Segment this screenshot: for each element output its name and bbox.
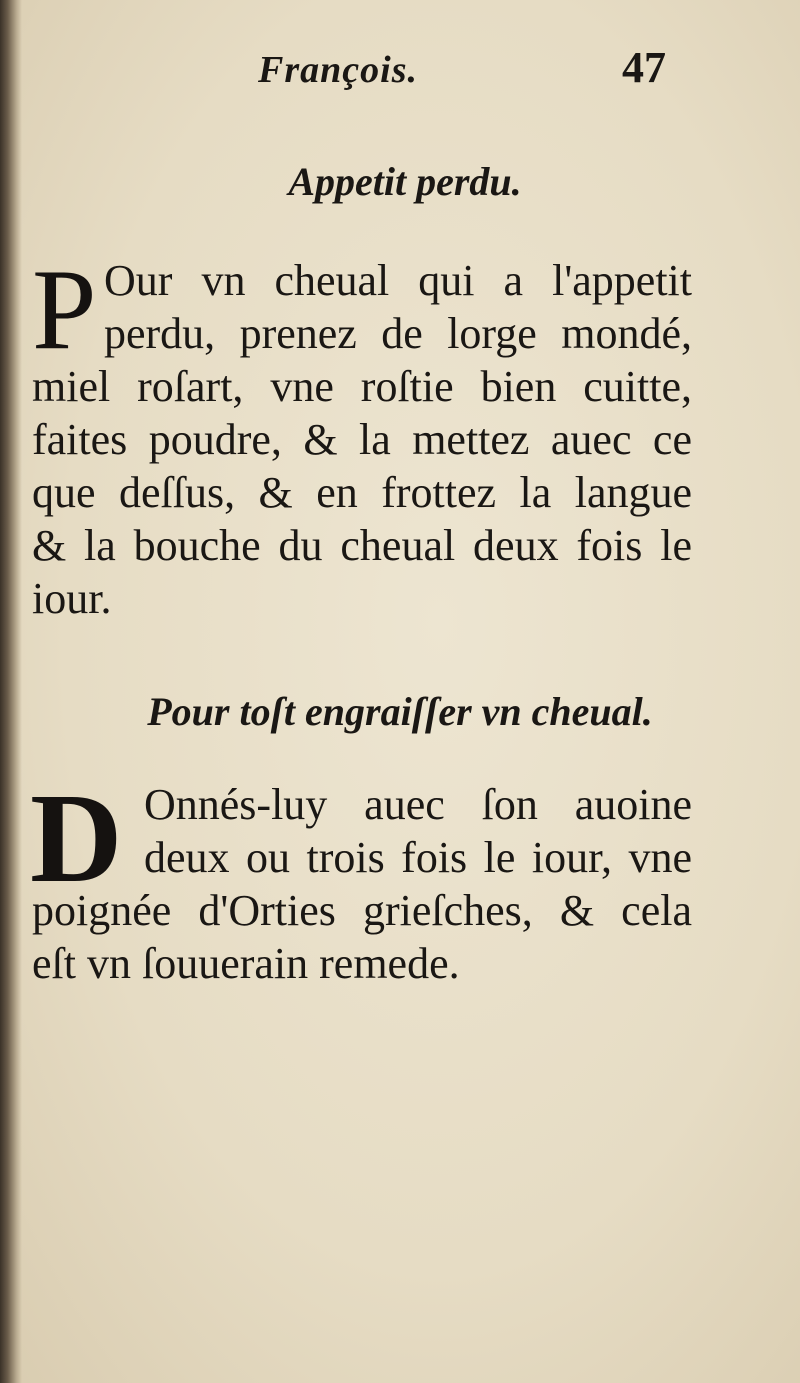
text-line: faites poudre, & la mettez auec ce	[32, 415, 692, 464]
text-line: poignée d'Orties grieſches, & cela	[32, 886, 692, 935]
running-head: François.	[258, 49, 418, 91]
page-number: 47	[622, 43, 666, 92]
text-line: miel roſart, vne roſtie bien cuitte,	[32, 362, 692, 411]
paragraph-engraisser-cheual	[32, 778, 692, 990]
drop-cap-p: P	[32, 246, 97, 374]
text-line: eſt vn ſouuerain remede.	[32, 939, 460, 988]
text-line: perdu, prenez de lorge mondé,	[104, 309, 692, 358]
section-title-appetit-perdu: Appetit perdu.	[288, 159, 522, 204]
text-line: que deſſus, & en frottez la langue	[32, 468, 692, 517]
drop-cap-d: D	[30, 767, 123, 909]
text-line: Onnés-luy auec ſon auoine	[144, 780, 692, 829]
text-line: & la bouche du cheual deux fois le	[32, 521, 692, 570]
text-line: iour.	[32, 574, 112, 623]
text-line: Our vn cheual qui a l'appetit	[104, 256, 692, 305]
paragraph-appetit-perdu	[32, 246, 692, 625]
section-title-engraisser-cheual: Pour toſt engraiſſer vn cheual.	[147, 689, 653, 734]
text-line: deux ou trois fois le iour, vne	[144, 833, 692, 882]
page-header	[0, 42, 800, 102]
